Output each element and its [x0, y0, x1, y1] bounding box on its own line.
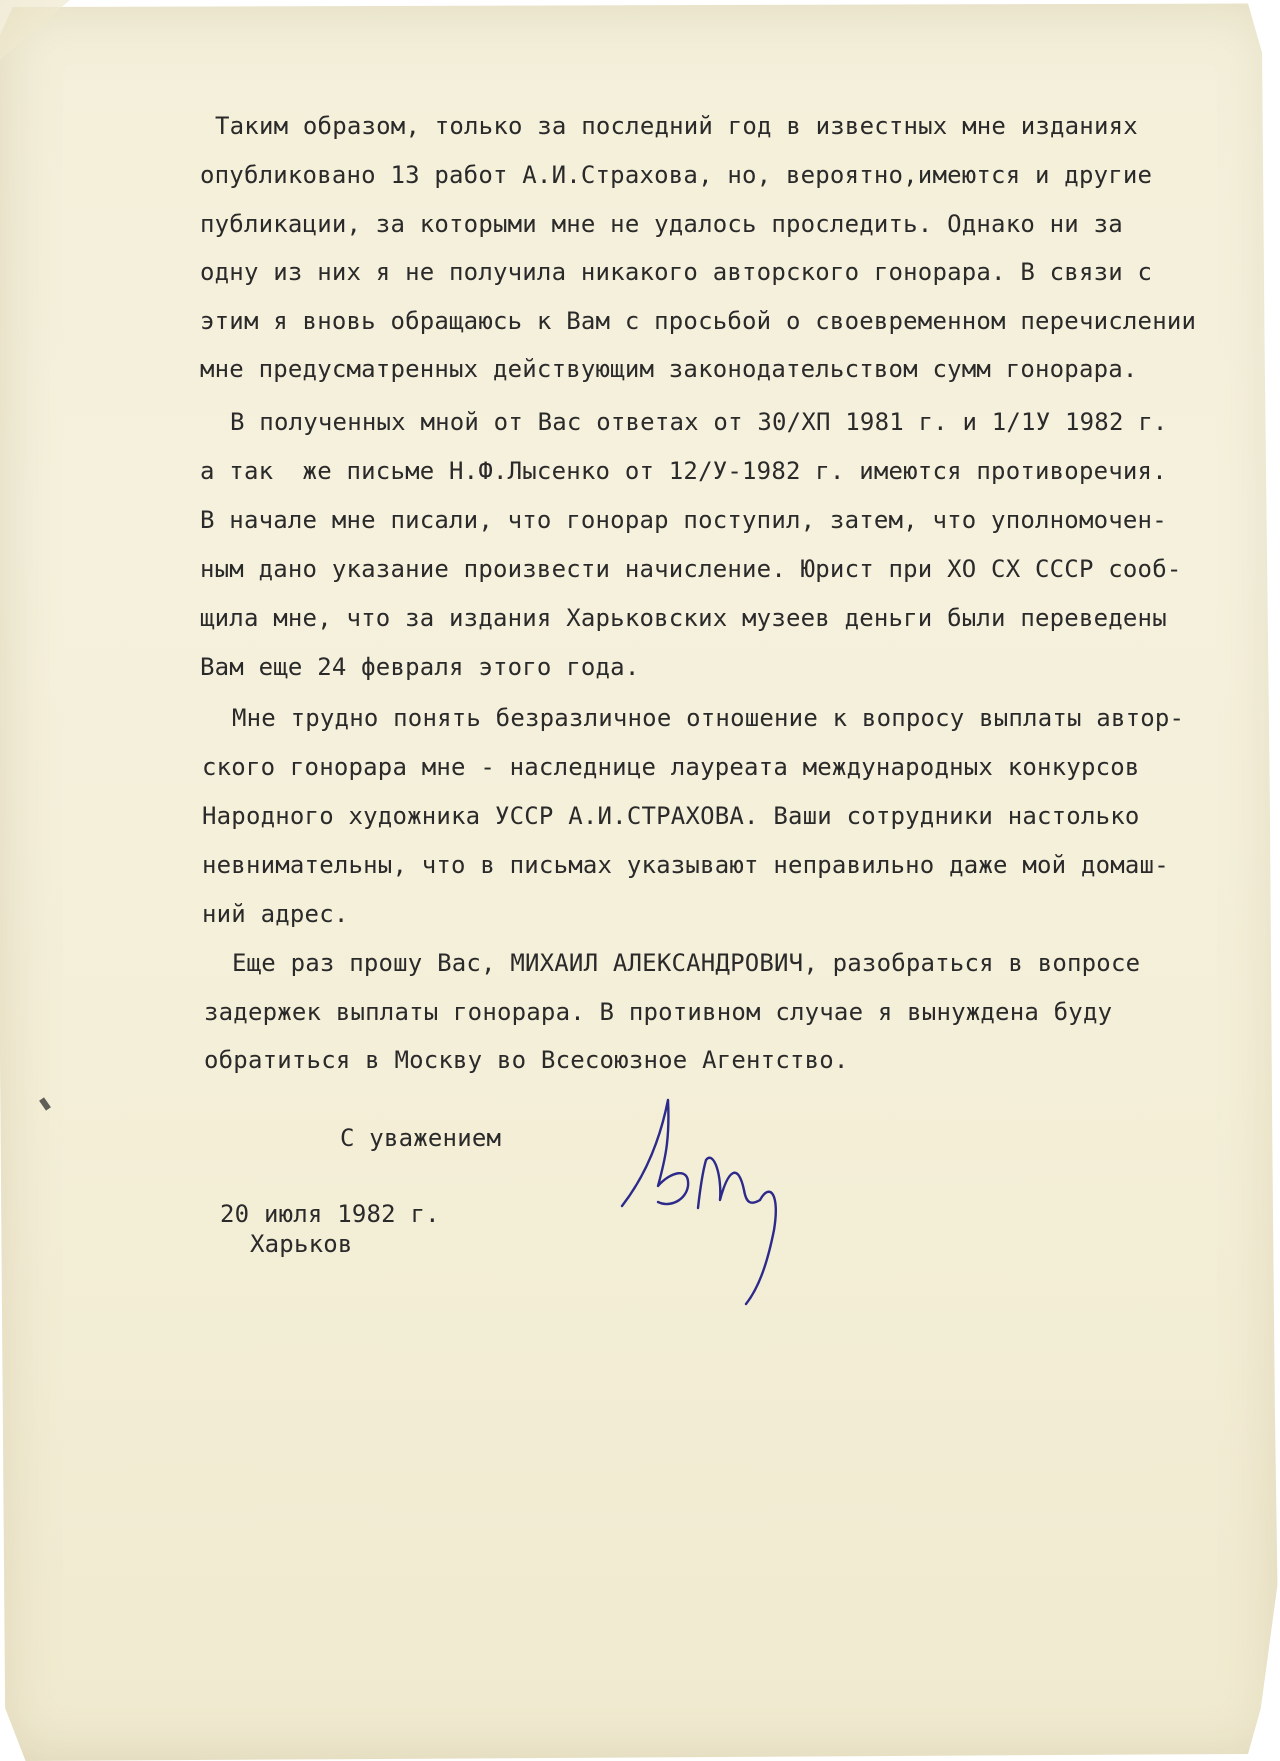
- paragraph-1-line-3: публикации, за которыми мне не удалось проследить. Однако ни за: [200, 210, 1123, 238]
- paragraph-1-line-2: опубликовано 13 работ А.И.Страхова, но, вероятно,имеются и другие: [200, 161, 1153, 189]
- paragraph-4-line-1: Еще раз прошу Вас, МИХАИЛ АЛЕКСАНДРОВИЧ, разобраться в вопросе: [232, 949, 1141, 977]
- paragraph-1-line-4: одну из них я не получила никакого авторского гонорара. В связи с: [200, 258, 1153, 286]
- paragraph-2-line-4: ным дано указание произвести начисление. Юрист при ХО СХ СССР сооб-: [200, 555, 1182, 583]
- paragraph-3-line-1: Мне трудно понять безразличное отношение к вопросу выплаты автор-: [232, 704, 1185, 732]
- paragraph-3-line-2: ского гонорара мне - наследнице лауреата международных конкурсов: [202, 753, 1140, 781]
- paragraph-1-line-6: мне предусматренных действующим законодательством сумм гонорара.: [200, 355, 1138, 383]
- paragraph-3-line-4: невнимательны, что в письмах указывают неправильно даже мой домаш-: [202, 851, 1169, 879]
- paragraph-3-line-5: ний адрес.: [202, 900, 349, 928]
- letter-place: Харьков: [250, 1230, 353, 1258]
- paragraph-3-line-3: Народного художника УССР А.И.СТРАХОВА. Ваши сотрудники настолько: [202, 802, 1140, 830]
- paragraph-4-line-2: задержек выплаты гонорара. В противном случае я вынуждена буду: [204, 998, 1113, 1026]
- paragraph-1-line-5: этим я вновь обращаюсь к Вам с просьбой о своевременном перечислении: [200, 307, 1197, 335]
- paragraph-4-line-3: обратиться в Москву во Всесоюзное Агентство.: [204, 1046, 849, 1074]
- paragraph-2-line-2: а так же письме Н.Ф.Лысенко от 12/У-1982 г. имеются противоречия.: [200, 457, 1167, 485]
- closing-salutation: С уважением: [340, 1124, 502, 1152]
- paragraph-2-line-5: щила мне, что за издания Харьковских музеев деньги были переведены: [200, 604, 1167, 632]
- letter-date: 20 июля 1982 г.: [220, 1200, 440, 1228]
- paragraph-1-line-1: Таким образом, только за последний год в известных мне изданиях: [215, 112, 1138, 140]
- paragraph-2-line-6: Вам еще 24 февраля этого года.: [200, 653, 640, 681]
- handwritten-signature: [610, 1090, 790, 1310]
- paragraph-2-line-3: В начале мне писали, что гонорар поступил, затем, что уполномочен-: [200, 506, 1167, 534]
- paragraph-2-line-1: В полученных мной от Вас ответах от 30/XП 1981 г. и 1/1У 1982 г.: [230, 408, 1168, 436]
